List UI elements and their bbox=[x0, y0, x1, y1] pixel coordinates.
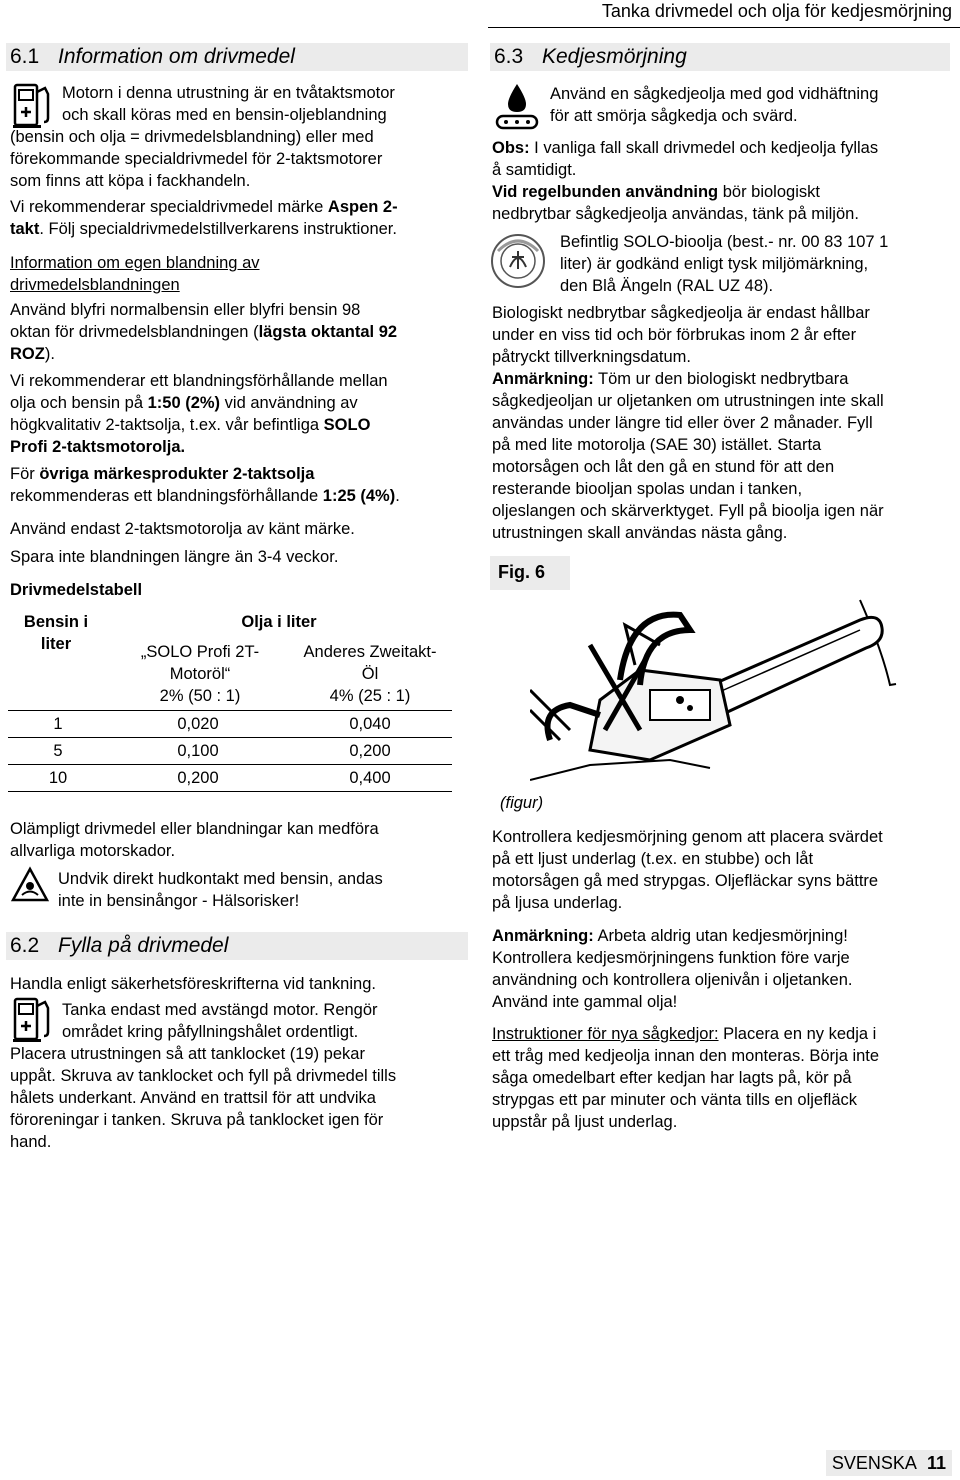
text-span: vid användning av bbox=[220, 394, 358, 412]
text-span: oktan för drivmedelsblandningen ( bbox=[10, 323, 259, 341]
header-line: Motoröl“ bbox=[169, 665, 231, 683]
section-number: 6.1 bbox=[10, 45, 40, 68]
text-line: motorsågen gå med strypgas. Oljefläckar syns bättre bbox=[492, 872, 879, 890]
table-cell: 0,200 bbox=[288, 738, 452, 765]
section-number: 6.3 bbox=[494, 45, 524, 68]
page-number: 11 bbox=[926, 1453, 946, 1473]
text-line: den Blå Ängeln (RAL UZ 48). bbox=[560, 277, 774, 295]
section-title: Kedjesmörjning bbox=[542, 45, 687, 68]
table-row bbox=[8, 738, 452, 765]
text-span: ). bbox=[44, 345, 55, 363]
s61-mixing-subheading bbox=[10, 252, 470, 296]
text-span: Töm ur den biologiskt nedbrytbara bbox=[593, 370, 849, 388]
s63-storage-remark bbox=[492, 368, 956, 544]
table-cell: 0,040 bbox=[288, 711, 452, 738]
s61-intro bbox=[10, 126, 470, 192]
table-row bbox=[8, 765, 452, 792]
text-line: Kontrollera kedjesmörjningens funktion före varje bbox=[492, 949, 850, 967]
emphasis: Anmärkning: bbox=[492, 370, 594, 388]
text-span: bör biologiskt bbox=[718, 183, 820, 201]
header-line: Bensin i bbox=[23, 613, 89, 631]
subheading-line: Information om egen blandning av bbox=[10, 254, 260, 272]
table-title bbox=[10, 579, 142, 601]
brand-name: Aspen 2- bbox=[327, 198, 398, 216]
header-line: Öl bbox=[361, 665, 379, 683]
header-line: Anderes Zweitakt- bbox=[303, 643, 437, 661]
text-line: sågkedjeoljan ur oljetanken om utrustningen inte skall bbox=[492, 392, 884, 410]
text-line: påtryckt tillverkningsdatum. bbox=[492, 348, 691, 366]
table-cell: 0,100 bbox=[108, 738, 288, 765]
s63-regular-use bbox=[492, 181, 952, 225]
blue-angel-eco-label-icon bbox=[490, 229, 546, 291]
text-span: För bbox=[10, 465, 40, 483]
text-line: nedbrytbar sågkedjeolja användas, tänk på miljön. bbox=[492, 205, 859, 223]
text-line: på ett ljust underlag (t.ex. en stubbe) och låt bbox=[492, 850, 814, 868]
section-6-1-heading bbox=[6, 43, 468, 71]
s63-never-without-lubrication bbox=[492, 925, 956, 1013]
section-title: Information om drivmedel bbox=[58, 45, 295, 68]
text-line: Olämpligt drivmedel eller blandningar kan medföra bbox=[10, 820, 379, 838]
header-line: 2% (50 : 1) bbox=[159, 687, 241, 705]
text-line: oljeslangen och skärverktyget. Fyll på bioolja igen när bbox=[492, 502, 884, 520]
fuel-pump-icon bbox=[12, 996, 54, 1044]
table-header-olja: Olja i liter bbox=[241, 613, 317, 631]
text-line: för att smörja sågkedja och svärd. bbox=[550, 107, 798, 125]
emphasis: 1:50 (2%) bbox=[147, 394, 221, 412]
running-header: Tanka drivmedel och olja för kedjesmörjning bbox=[601, 1, 952, 21]
text-line: uppåt. Skruva av tanklocket och fyll på drivmedel tills bbox=[10, 1067, 397, 1085]
text-line: Vi rekommenderar ett blandningsförhållande mellan bbox=[10, 372, 388, 390]
text-line: Biologiskt nedbrytbar sågkedjeolja är endast hållbar bbox=[492, 304, 870, 322]
s61-ratio-paragraph bbox=[10, 370, 470, 458]
figure-caption: (figur) bbox=[500, 794, 544, 812]
section-6-2-heading bbox=[6, 932, 468, 960]
subheading-inline: Instruktioner för nya sågkedjor: bbox=[492, 1025, 719, 1043]
s62-engine-off-note bbox=[62, 999, 378, 1043]
text-span: . bbox=[395, 487, 400, 505]
emphasis: ROZ bbox=[10, 345, 45, 363]
text-line: Undvik direkt hudkontakt med bensin, andas bbox=[58, 870, 383, 888]
emphasis: Anmärkning: bbox=[492, 927, 594, 945]
text-line: användning och kontrollera oljenivån i oljetanken. bbox=[492, 971, 853, 989]
s61-intro-indented bbox=[62, 82, 395, 126]
emphasis: Vid regelbunden användning bbox=[492, 183, 719, 201]
text-line: och skall köras med en bensin-oljeblandning bbox=[62, 106, 387, 124]
text-line: under en viss tid och bör förbrukas inom 2 år efter bbox=[492, 326, 857, 344]
text-line: såga omedelbart efter kedjan har lagts på, kör på bbox=[492, 1069, 852, 1087]
header-line: „SOLO Profi 2T- bbox=[140, 643, 260, 661]
text-line: förekommande specialdrivmedel för 2-taktsmotorer bbox=[10, 150, 383, 168]
s63-solo-bio-oil bbox=[560, 231, 888, 297]
section-title: Fylla på drivmedel bbox=[58, 934, 229, 957]
fuel-pump-icon bbox=[12, 82, 54, 130]
s62-fill-instructions bbox=[10, 1043, 480, 1153]
header-rule bbox=[488, 27, 960, 28]
text-line: hand. bbox=[10, 1133, 52, 1151]
figure-label-box bbox=[490, 556, 570, 590]
figure-label: Fig. 6 bbox=[498, 562, 546, 582]
table-header-solo bbox=[110, 641, 290, 707]
s61-skin-warning bbox=[58, 868, 383, 912]
section-number: 6.2 bbox=[10, 934, 40, 957]
s61-oil-note: Använd endast 2-taktsmotorolja av känt märke. bbox=[10, 520, 355, 538]
text-line: å samtidigt. bbox=[492, 161, 577, 179]
s61-damage-warning bbox=[10, 818, 470, 862]
text-line: Placera utrustningen så att tanklocket (19) pekar bbox=[10, 1045, 365, 1063]
text-line: motorsågen och låt den gå en stund för att den bbox=[492, 458, 835, 476]
subheading-line: drivmedelsblandningen bbox=[10, 276, 180, 294]
footer-language: SVENSKA bbox=[831, 1453, 916, 1473]
text-line: föroreningar i tanken. Skruva på tanklocket igen för bbox=[10, 1111, 384, 1129]
text-line: uppstår på ljust underlag. bbox=[492, 1113, 678, 1131]
table-cell: 5 bbox=[8, 738, 108, 765]
text-line: (bensin och olja = drivmedelsblandning) eller med bbox=[10, 128, 374, 146]
s61-recommendation bbox=[10, 196, 470, 240]
text-line: resterande biooljan spolas undan i tanken, bbox=[492, 480, 803, 498]
text-span: Placera en ny kedja i bbox=[718, 1025, 877, 1043]
s61-octane-paragraph bbox=[10, 299, 470, 365]
s61-other-brands bbox=[10, 463, 470, 507]
text-line: utrustningen skall användas nästa gång. bbox=[492, 524, 788, 542]
table-cell: 0,200 bbox=[108, 765, 288, 792]
text-line: Kontrollera kedjesmörjning genom att placera svärdet bbox=[492, 828, 883, 846]
text-line: användas under längre tid eller över 2 månader. Fyll bbox=[492, 414, 873, 432]
warning-hazard-icon bbox=[10, 866, 50, 904]
fuel-table bbox=[8, 710, 452, 792]
emphasis: Obs: bbox=[492, 139, 530, 157]
s63-intro bbox=[550, 83, 878, 127]
chainsaw-illustration bbox=[530, 590, 920, 790]
header-line: liter bbox=[40, 635, 72, 653]
text-span: Vi rekommenderar specialdrivmedel märke bbox=[10, 198, 328, 216]
table-cell: 0,020 bbox=[108, 711, 288, 738]
brand-name: takt bbox=[10, 220, 40, 238]
text-line: hålets underkant. Använd en trattsil för att undvika bbox=[10, 1089, 376, 1107]
text-line: allvarliga motorskador. bbox=[10, 842, 176, 860]
text-span: rekommenderas ett blandningsförhållande bbox=[10, 487, 323, 505]
text-span: högkvalitativ 2-taktsolja, t.ex. vår befintliga bbox=[10, 416, 324, 434]
text-line: liter) är godkänd enligt tysk miljömärkning, bbox=[560, 255, 869, 273]
emphasis: Profi 2-taktsmotorolja. bbox=[10, 438, 186, 456]
text-line: ett tråg med kedjeolja innan den monteras. Börja inte bbox=[492, 1047, 880, 1065]
s63-shelf-life bbox=[492, 302, 952, 368]
text-line: Tanka endast med avstängd motor. Rengör bbox=[62, 1001, 378, 1019]
emphasis: SOLO bbox=[323, 416, 371, 434]
emphasis: övriga märkesprodukter 2-taktsolja bbox=[39, 465, 315, 483]
text-line: inte in bensinångor - Hälsorisker! bbox=[58, 892, 300, 910]
table-header-other bbox=[290, 641, 450, 707]
table-cell: 1 bbox=[8, 711, 108, 738]
text-span: I vanliga fall skall drivmedel och kedjeolja fyllas bbox=[529, 139, 879, 157]
chain-oil-icon bbox=[494, 80, 540, 132]
s63-check-lubrication bbox=[492, 826, 956, 914]
text-line: Använd blyfri normalbensin eller blyfri bensin 98 bbox=[10, 301, 361, 319]
emphasis: 1:25 (4%) bbox=[322, 487, 396, 505]
table-cell: 0,400 bbox=[288, 765, 452, 792]
table-row bbox=[8, 711, 452, 738]
header-line: 4% (25 : 1) bbox=[329, 687, 411, 705]
table-cell: 10 bbox=[8, 765, 108, 792]
text-line: Använd en sågkedjeolja med god vidhäftning bbox=[550, 85, 879, 103]
text-span: Arbeta aldrig utan kedjesmörjning! bbox=[593, 927, 848, 945]
table-header-bensin bbox=[14, 611, 98, 655]
s63-obs-note bbox=[492, 137, 952, 181]
text-line: Använd inte gammal olja! bbox=[492, 993, 678, 1011]
s61-storage-note: Spara inte blandningen längre än 3-4 veckor. bbox=[10, 548, 339, 566]
emphasis: lägsta oktantal 92 bbox=[258, 323, 398, 341]
table-title-text: Drivmedelstabell bbox=[10, 581, 143, 599]
text-line: strypgas ett par minuter och vänta tills en oljefläck bbox=[492, 1091, 858, 1109]
page-footer bbox=[826, 1450, 952, 1476]
text-line: på ljusa underlag. bbox=[492, 894, 623, 912]
text-line: Motorn i denna utrustning är en tvåtaktsmotor bbox=[62, 84, 395, 102]
text-line: området kring påfyllningshålet ordentligt. bbox=[62, 1023, 359, 1041]
section-6-3-heading bbox=[490, 43, 950, 71]
s63-new-chains bbox=[492, 1023, 956, 1133]
text-line: som finns att köpa i fackhandeln. bbox=[10, 172, 251, 190]
text-line: Befintlig SOLO-bioolja (best.- nr. 00 83 107 1 bbox=[560, 233, 889, 251]
text-line: på med lite motorolja (SAE 30) istället. Starta bbox=[492, 436, 822, 454]
text-span: olja och bensin på bbox=[10, 394, 148, 412]
s62-safety-note: Handla enligt säkerhetsföreskrifterna vid tankning. bbox=[10, 975, 376, 993]
text-span: . Följ specialdrivmedelstillverkarens instruktioner. bbox=[39, 220, 397, 238]
